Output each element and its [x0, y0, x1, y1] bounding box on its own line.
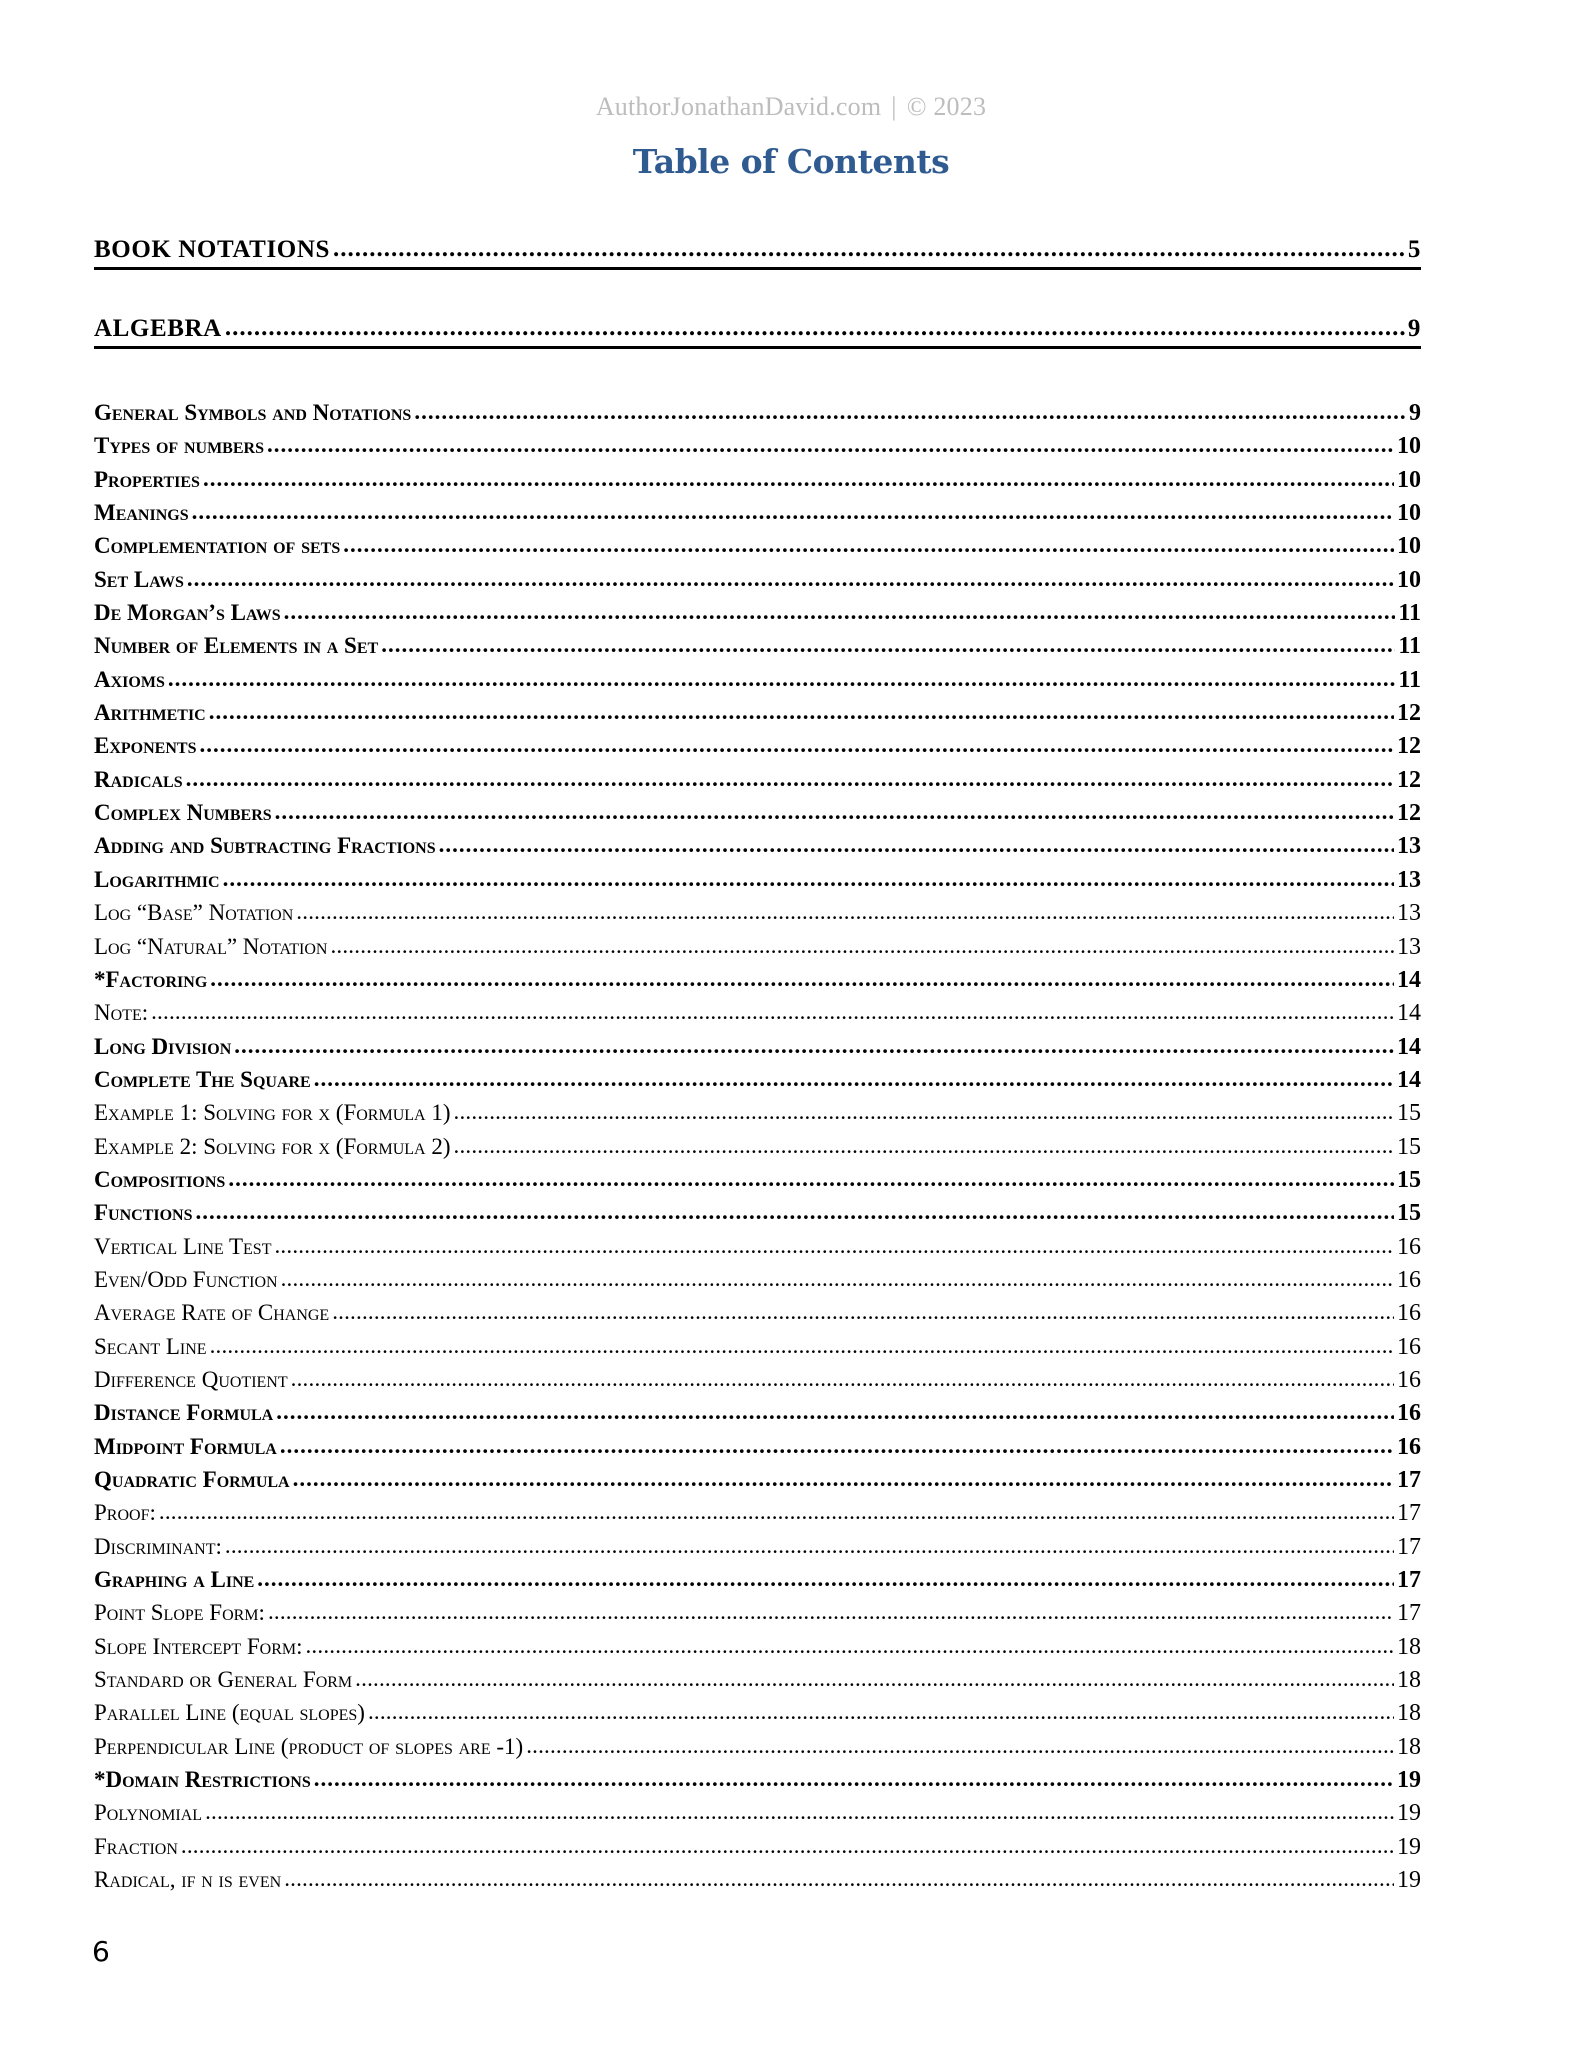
toc-leader-dots	[210, 962, 1394, 995]
toc-leader-dots	[414, 395, 1406, 428]
toc-entry-page: 14	[1397, 1066, 1421, 1093]
page-number: 6	[92, 1935, 110, 1968]
toc-chapter-list-1	[94, 233, 1421, 270]
toc-entry-label: Meanings	[94, 500, 189, 526]
toc-entry-label: Parallel Line (equal slopes)	[94, 1700, 365, 1726]
toc-leader-dots	[210, 1329, 1394, 1362]
toc-entry-label: Long Division	[94, 1033, 232, 1059]
toc-entry[interactable]	[94, 930, 1421, 963]
toc-entry[interactable]	[94, 1430, 1421, 1463]
toc-leader-dots	[228, 1162, 1394, 1195]
toc-entry[interactable]	[94, 1796, 1421, 1829]
toc-leader-dots	[196, 1195, 1394, 1228]
toc-entry-page: 15	[1397, 1133, 1421, 1160]
toc-entry-label: *Domain Restrictions	[94, 1767, 311, 1793]
toc-entry-page: 17	[1397, 1467, 1421, 1493]
toc-leader-dots	[181, 1829, 1394, 1862]
toc-entry-page: 18	[1397, 1633, 1421, 1660]
toc-entry-label: Secant Line	[94, 1333, 207, 1359]
toc-entry-page: 16	[1397, 1400, 1421, 1427]
toc-entry[interactable]	[94, 1596, 1421, 1629]
toc-entry-page: 18	[1397, 1700, 1421, 1727]
toc-leader-dots	[268, 1595, 1394, 1628]
toc-entry-page: 13	[1397, 866, 1421, 893]
toc-leader-dots	[223, 862, 1394, 895]
toc-entry-label: Radical, if n is even	[94, 1867, 282, 1893]
toc-leader-dots	[314, 1762, 1394, 1795]
toc-entry-label: *Factoring	[94, 966, 208, 992]
toc-entry-label: Radicals	[94, 766, 183, 792]
toc-entry[interactable]	[94, 1163, 1421, 1196]
toc-leader-dots	[205, 1795, 1394, 1828]
toc-entry-page: 19	[1397, 1833, 1421, 1860]
toc-entry-label: Axioms	[94, 666, 165, 692]
toc-entry[interactable]	[94, 429, 1421, 462]
toc-entry[interactable]	[94, 763, 1421, 796]
toc-leader-dots	[168, 662, 1395, 695]
toc-entry[interactable]	[94, 1330, 1421, 1363]
toc-entry[interactable]	[94, 596, 1421, 629]
toc-entry-page: 14	[1397, 1033, 1421, 1060]
toc-entry-page: 16	[1397, 1233, 1421, 1260]
toc-leader-dots	[330, 929, 1394, 962]
toc-entry[interactable]	[94, 1396, 1421, 1429]
toc-entry[interactable]	[94, 1130, 1421, 1163]
toc-leader-dots	[187, 562, 1394, 595]
toc-entry[interactable]	[94, 1363, 1421, 1396]
toc-entry-label: Arithmetic	[94, 700, 206, 726]
toc-entry[interactable]	[94, 1030, 1421, 1063]
toc-leader-dots	[159, 1495, 1394, 1528]
toc-entry-label: Logarithmic	[94, 866, 220, 892]
toc-entry-page: 12	[1397, 766, 1421, 793]
toc-leader-dots	[333, 232, 1405, 266]
toc-leader-dots	[280, 1429, 1394, 1462]
toc-entry-page: 16	[1397, 1433, 1421, 1460]
toc-entry[interactable]	[94, 896, 1421, 929]
toc-leader-dots	[439, 828, 1394, 861]
toc-entry-page: 10	[1397, 566, 1421, 593]
toc-entry-label: Discriminant:	[94, 1533, 222, 1559]
toc-leader-dots	[284, 595, 1396, 628]
toc-entry-label: Note:	[94, 1000, 149, 1026]
toc-entry-page: 19	[1397, 1767, 1421, 1794]
toc-chapter-page: 5	[1407, 236, 1421, 263]
toc-entry[interactable]	[94, 696, 1421, 729]
toc-leader-dots	[234, 1029, 1394, 1062]
toc-entry-label: Compositions	[94, 1166, 226, 1192]
toc-entry-page: 14	[1397, 966, 1421, 993]
toc-entry-label: Average Rate of Change	[94, 1300, 330, 1326]
toc-chapter-list-2	[94, 312, 1421, 349]
toc-leader-dots	[381, 628, 1395, 661]
toc-entry-label: Adding and Subtracting Fractions	[94, 833, 436, 859]
toc-entry-page: 17	[1397, 1533, 1421, 1560]
toc-chapter-page: 9	[1407, 315, 1421, 342]
header-site: AuthorJonathanDavid.com	[595, 92, 882, 121]
toc-entry-page: 17	[1397, 1600, 1421, 1627]
toc-entry[interactable]	[94, 663, 1421, 696]
toc-entry-page: 18	[1397, 1733, 1421, 1760]
toc-entry-page: 10	[1397, 466, 1421, 493]
toc-entry[interactable]	[94, 1563, 1421, 1596]
toc-entry-label: Types of numbers	[94, 433, 264, 459]
toc-entry-label: Number of Elements in a Set	[94, 633, 379, 659]
toc-entry-label: Slope Intercept Form:	[94, 1633, 303, 1659]
header-copyright: © 2023	[906, 92, 987, 121]
toc-entry-label: Complementation of sets	[94, 533, 341, 559]
toc-leader-dots	[276, 1395, 1394, 1428]
toc-entry-page: 13	[1397, 833, 1421, 860]
toc-entry[interactable]	[94, 863, 1421, 896]
toc-leader-dots	[368, 1695, 1394, 1728]
toc-entry[interactable]	[94, 1296, 1421, 1329]
toc-entry-page: 19	[1397, 1867, 1421, 1894]
toc-chapter-label: ALGEBRA	[94, 315, 222, 342]
toc-entry[interactable]	[94, 1063, 1421, 1096]
toc-leader-dots	[257, 1562, 1394, 1595]
toc-entry-label: Properties	[94, 466, 200, 492]
toc-entry-page: 18	[1397, 1667, 1421, 1694]
toc-entry[interactable]	[94, 563, 1421, 596]
toc-entry-page: 12	[1397, 700, 1421, 727]
toc-entry[interactable]	[94, 1830, 1421, 1863]
toc-leader-dots	[199, 728, 1394, 761]
toc-entry[interactable]	[94, 829, 1421, 862]
running-header	[0, 92, 1582, 122]
toc-entry-label: Log “Natural” Notation	[94, 933, 328, 959]
toc-entry-label: Proof:	[94, 1500, 156, 1526]
toc-entry-list	[94, 396, 1421, 1896]
toc-entry-label: Standard or General Form	[94, 1667, 353, 1693]
toc-entry-label: Vertical Line Test	[94, 1233, 272, 1259]
toc-entry-label: Example 1: Solving for x (Formula 1)	[94, 1100, 451, 1126]
toc-entry-label: Quadratic Formula	[94, 1467, 290, 1492]
toc-leader-dots	[151, 995, 1394, 1028]
toc-entry[interactable]	[94, 1763, 1421, 1796]
toc-entry-page: 15	[1397, 1200, 1421, 1227]
toc-entry[interactable]	[94, 1630, 1421, 1663]
toc-entry[interactable]	[94, 1730, 1421, 1763]
toc-entry[interactable]	[94, 529, 1421, 562]
toc-entry-label: Complete The Square	[94, 1066, 311, 1092]
toc-entry[interactable]	[94, 1863, 1421, 1896]
toc-entry[interactable]	[94, 1230, 1421, 1263]
toc-leader-dots	[186, 762, 1394, 795]
toc-entry-page: 10	[1397, 500, 1421, 527]
toc-entry-label: Polynomial	[94, 1800, 203, 1826]
toc-entry[interactable]	[94, 1196, 1421, 1229]
toc-entry-label: Exponents	[94, 733, 197, 759]
page-title: Table of Contents	[632, 142, 950, 181]
toc-entry-page: 19	[1397, 1800, 1421, 1827]
toc-entry-page: 9	[1409, 400, 1421, 426]
toc-entry[interactable]	[94, 1096, 1421, 1129]
toc-entry-label: Point Slope Form:	[94, 1600, 265, 1626]
toc-entry-page: 11	[1398, 600, 1421, 627]
toc-leader-dots	[454, 1095, 1395, 1128]
toc-entry-page: 16	[1397, 1266, 1421, 1293]
toc-entry[interactable]	[94, 729, 1421, 762]
toc-entry[interactable]	[94, 1263, 1421, 1296]
toc-entry-page: 16	[1397, 1366, 1421, 1393]
toc-leader-dots	[293, 1462, 1394, 1495]
toc-entry-label: Complex Numbers	[94, 800, 272, 826]
toc-entry-label: Even/Odd Function	[94, 1266, 278, 1292]
toc-leader-dots	[192, 495, 1394, 528]
toc-leader-dots	[225, 1529, 1394, 1562]
toc-entry-label: Distance Formula	[94, 1400, 274, 1426]
toc-entry-label: Perpendicular Line (product of slopes are -1)	[94, 1733, 524, 1759]
toc-entry-page: 10	[1397, 433, 1421, 460]
toc-entry[interactable]	[94, 996, 1421, 1029]
toc-entry-page: 14	[1397, 1000, 1421, 1027]
toc-leader-dots	[355, 1662, 1394, 1695]
toc-entry[interactable]	[94, 1663, 1421, 1696]
toc-entry-label: Graphing a Line	[94, 1567, 255, 1593]
toc-leader-dots	[343, 528, 1394, 561]
toc-entry-page: 11	[1398, 666, 1421, 693]
toc-entry-page: 11	[1398, 633, 1421, 660]
toc-entry[interactable]	[94, 963, 1421, 996]
toc-entry-page: 12	[1397, 800, 1421, 827]
toc-entry-page: 10	[1397, 533, 1421, 560]
toc-entry[interactable]	[94, 1496, 1421, 1529]
toc-leader-dots	[305, 1629, 1394, 1662]
toc-entry-label: Set Laws	[94, 566, 184, 592]
toc-entry[interactable]	[94, 463, 1421, 496]
toc-entry-label: Functions	[94, 1200, 193, 1226]
toc-entry-label: Fraction	[94, 1833, 178, 1859]
toc-entry[interactable]	[94, 1530, 1421, 1563]
toc-leader-dots	[275, 795, 1394, 828]
toc-entry-page: 17	[1397, 1500, 1421, 1527]
toc-entry[interactable]	[94, 796, 1421, 829]
toc-leader-dots	[296, 895, 1394, 928]
toc-leader-dots	[291, 1362, 1394, 1395]
toc-entry-page: 17	[1397, 1567, 1421, 1594]
toc-entry-label: De Morgan’s Laws	[94, 600, 281, 626]
toc-entry[interactable]	[94, 1696, 1421, 1729]
toc-leader-dots	[314, 1062, 1394, 1095]
toc-leader-dots	[332, 1295, 1394, 1328]
toc-entry-page: 16	[1397, 1333, 1421, 1360]
toc-entry[interactable]	[94, 396, 1421, 429]
toc-leader-dots	[203, 462, 1394, 495]
toc-entry[interactable]	[94, 629, 1421, 662]
toc-chapter-book-notations[interactable]	[94, 233, 1421, 270]
toc-entry-label: Difference Quotient	[94, 1366, 288, 1392]
toc-leader-dots	[526, 1729, 1394, 1762]
toc-leader-dots	[225, 311, 1405, 345]
toc-leader-dots	[454, 1129, 1395, 1162]
toc-entry-page: 16	[1397, 1300, 1421, 1327]
toc-entry-page: 12	[1397, 733, 1421, 760]
toc-entry-label: Example 2: Solving for x (Formula 2)	[94, 1133, 451, 1159]
toc-chapter-algebra[interactable]	[94, 312, 1421, 349]
toc-entry-label: Log “Base” Notation	[94, 900, 294, 926]
toc-entry-label: General Symbols and Notations	[94, 400, 412, 425]
toc-entry[interactable]	[94, 496, 1421, 529]
toc-entry-page: 13	[1397, 933, 1421, 960]
header-separator: |	[891, 92, 897, 121]
toc-leader-dots	[281, 1262, 1394, 1295]
toc-leader-dots	[267, 428, 1394, 461]
toc-entry-label: Midpoint Formula	[94, 1433, 277, 1459]
toc-leader-dots	[209, 695, 1394, 728]
toc-entry-page: 15	[1397, 1166, 1421, 1193]
toc-chapter-label: BOOK NOTATIONS	[94, 236, 330, 263]
toc-entry-page: 13	[1397, 900, 1421, 927]
toc-leader-dots	[284, 1862, 1394, 1895]
toc-entry[interactable]	[94, 1463, 1421, 1496]
toc-entry-page: 15	[1397, 1100, 1421, 1127]
toc-leader-dots	[274, 1229, 1394, 1262]
